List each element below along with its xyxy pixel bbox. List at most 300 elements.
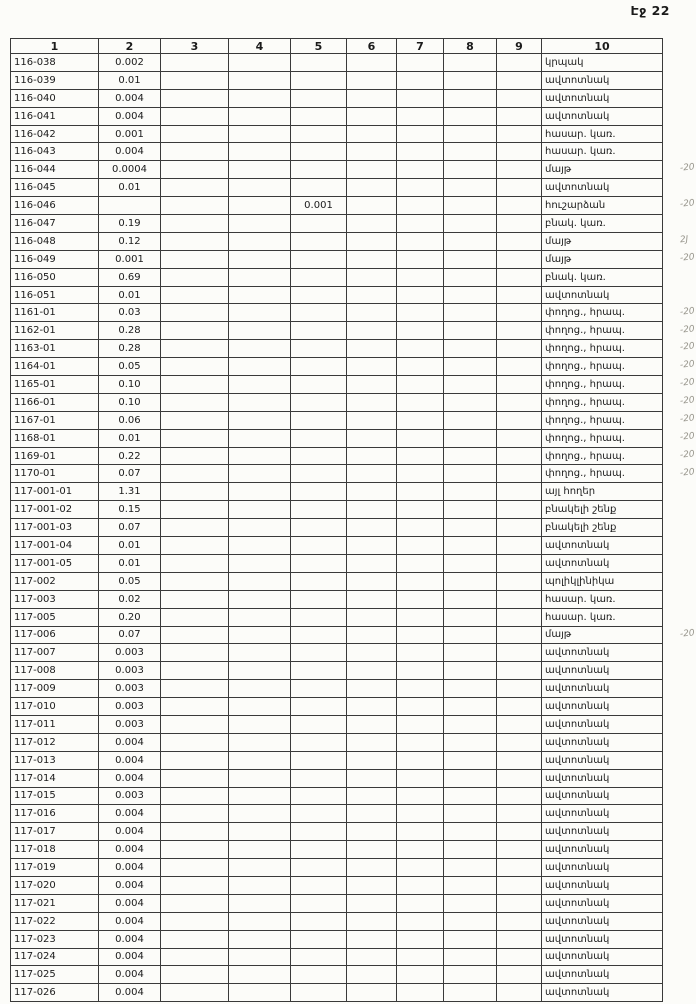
value-cell: 0.001 [291, 197, 347, 215]
value-cell [291, 984, 347, 1002]
land-use-cell: ավտոտնակ [542, 912, 663, 930]
table-row [11, 304, 663, 322]
code-cell: 116-049 [11, 250, 99, 268]
code-cell: 117-013 [11, 751, 99, 769]
code-cell: 1165-01 [11, 376, 99, 394]
value-cell [397, 250, 444, 268]
land-use-cell: ավտոտնակ [542, 286, 663, 304]
value-cell: 0.05 [99, 572, 161, 590]
land-use-cell: հասար. կառ. [542, 125, 663, 143]
value-cell [444, 197, 497, 215]
value-cell [291, 54, 347, 72]
table-row [11, 429, 663, 447]
value-cell: 0.15 [99, 501, 161, 519]
value-cell [161, 358, 229, 376]
code-cell: 116-038 [11, 54, 99, 72]
value-cell [397, 286, 444, 304]
value-cell [444, 447, 497, 465]
code-cell: 117-005 [11, 608, 99, 626]
value-cell [161, 71, 229, 89]
value-cell [161, 465, 229, 483]
value-cell [229, 197, 291, 215]
value-cell: 0.10 [99, 393, 161, 411]
value-cell: 0.004 [99, 107, 161, 125]
value-cell [347, 876, 397, 894]
value-cell [497, 787, 542, 805]
table-row [11, 805, 663, 823]
value-cell [397, 930, 444, 948]
land-use-cell: ավտոտնակ [542, 859, 663, 877]
code-cell: 117-006 [11, 626, 99, 644]
margin-note: -20 [679, 252, 696, 264]
table-row [11, 680, 663, 698]
value-cell [161, 805, 229, 823]
value-cell [397, 966, 444, 984]
value-cell [347, 322, 397, 340]
value-cell [497, 89, 542, 107]
value-cell [397, 626, 444, 644]
value-cell [497, 161, 542, 179]
value-cell [291, 966, 347, 984]
land-use-cell: փողոց., հրապ. [542, 358, 663, 376]
table-row [11, 626, 663, 644]
land-use-cell: հասար. կառ. [542, 590, 663, 608]
value-cell [347, 626, 397, 644]
table-row [11, 250, 663, 268]
value-cell [444, 429, 497, 447]
value-cell [291, 519, 347, 537]
value-cell [291, 912, 347, 930]
value-cell [291, 143, 347, 161]
value-cell [397, 590, 444, 608]
value-cell [229, 876, 291, 894]
land-use-cell: ավտոտնակ [542, 984, 663, 1002]
margin-note: -20 [679, 198, 696, 210]
table-row [11, 143, 663, 161]
value-cell: 0.01 [99, 286, 161, 304]
value-cell [291, 376, 347, 394]
value-cell [291, 751, 347, 769]
value-cell [229, 268, 291, 286]
value-cell [291, 125, 347, 143]
value-cell [397, 429, 444, 447]
value-cell: 0.004 [99, 912, 161, 930]
value-cell [397, 608, 444, 626]
value-cell [347, 966, 397, 984]
value-cell [161, 483, 229, 501]
value-cell [229, 608, 291, 626]
value-cell [397, 393, 444, 411]
value-cell [497, 715, 542, 733]
value-cell: 0.004 [99, 930, 161, 948]
table-row [11, 376, 663, 394]
value-cell [444, 876, 497, 894]
value-cell [291, 805, 347, 823]
table-row [11, 215, 663, 233]
land-use-cell: փողոց., հրապ. [542, 340, 663, 358]
table-row [11, 608, 663, 626]
value-cell [444, 54, 497, 72]
value-cell [347, 680, 397, 698]
table-row [11, 554, 663, 572]
table-row [11, 894, 663, 912]
value-cell [397, 572, 444, 590]
value-cell [397, 751, 444, 769]
value-cell: 0.01 [99, 71, 161, 89]
value-cell [397, 54, 444, 72]
value-cell [497, 805, 542, 823]
table-row [11, 161, 663, 179]
code-cell: 1161-01 [11, 304, 99, 322]
value-cell [347, 429, 397, 447]
value-cell: 0.22 [99, 447, 161, 465]
value-cell [497, 429, 542, 447]
value-cell [347, 393, 397, 411]
value-cell [397, 787, 444, 805]
value-cell [291, 215, 347, 233]
value-cell [229, 358, 291, 376]
value-cell [497, 340, 542, 358]
value-cell: 0.0004 [99, 161, 161, 179]
code-cell: 117-010 [11, 698, 99, 716]
land-use-cell: ավտոտնակ [542, 876, 663, 894]
value-cell [229, 393, 291, 411]
value-cell [397, 465, 444, 483]
land-use-cell: հասար. կառ. [542, 143, 663, 161]
land-use-cell: ավտոտնակ [542, 787, 663, 805]
value-cell [161, 930, 229, 948]
value-cell [497, 859, 542, 877]
value-cell [229, 250, 291, 268]
value-cell [444, 107, 497, 125]
value-cell [397, 876, 444, 894]
land-use-cell: ավտոտնակ [542, 554, 663, 572]
value-cell [347, 54, 397, 72]
value-cell [397, 948, 444, 966]
value-cell [444, 340, 497, 358]
value-cell [291, 411, 347, 429]
value-cell [444, 250, 497, 268]
value-cell: 0.01 [99, 554, 161, 572]
table-row [11, 268, 663, 286]
value-cell [497, 948, 542, 966]
value-cell [291, 715, 347, 733]
value-cell [397, 662, 444, 680]
value-cell [497, 984, 542, 1002]
land-use-cell: այլ հողեր [542, 483, 663, 501]
value-cell [161, 179, 229, 197]
table-body [11, 54, 663, 1002]
value-cell [497, 54, 542, 72]
table-row [11, 733, 663, 751]
value-cell [229, 715, 291, 733]
value-cell [229, 89, 291, 107]
value-cell [444, 358, 497, 376]
value-cell [397, 733, 444, 751]
value-cell [291, 483, 347, 501]
value-cell [444, 805, 497, 823]
value-cell [347, 698, 397, 716]
value-cell [161, 966, 229, 984]
value-cell [161, 89, 229, 107]
value-cell [347, 161, 397, 179]
value-cell [497, 286, 542, 304]
value-cell: 0.01 [99, 429, 161, 447]
land-use-cell: ավտոտնակ [542, 805, 663, 823]
column-header: 8 [444, 39, 497, 54]
value-cell [347, 912, 397, 930]
value-cell [444, 966, 497, 984]
value-cell: 0.01 [99, 537, 161, 555]
code-cell: 116-044 [11, 161, 99, 179]
value-cell [397, 107, 444, 125]
code-cell: 117-003 [11, 590, 99, 608]
value-cell [497, 215, 542, 233]
value-cell [444, 680, 497, 698]
code-cell: 117-001-03 [11, 519, 99, 537]
column-header: 6 [347, 39, 397, 54]
value-cell [444, 125, 497, 143]
value-cell: 0.002 [99, 54, 161, 72]
value-cell [99, 197, 161, 215]
column-header: 3 [161, 39, 229, 54]
value-cell [497, 125, 542, 143]
table-row [11, 358, 663, 376]
land-use-cell: ավտոտնակ [542, 769, 663, 787]
value-cell [497, 698, 542, 716]
value-cell [347, 662, 397, 680]
margin-note: -20 [679, 466, 696, 479]
value-cell [444, 304, 497, 322]
value-cell [161, 447, 229, 465]
code-cell: 117-017 [11, 823, 99, 841]
value-cell [444, 715, 497, 733]
table-row [11, 769, 663, 787]
value-cell [161, 554, 229, 572]
value-cell: 0.01 [99, 179, 161, 197]
value-cell [161, 751, 229, 769]
value-cell: 0.003 [99, 644, 161, 662]
table-row [11, 411, 663, 429]
value-cell: 0.20 [99, 608, 161, 626]
value-cell [444, 787, 497, 805]
value-cell: 0.004 [99, 948, 161, 966]
value-cell [444, 501, 497, 519]
header-row [11, 39, 663, 54]
value-cell [397, 841, 444, 859]
value-cell [444, 751, 497, 769]
code-cell: 1169-01 [11, 447, 99, 465]
value-cell [444, 912, 497, 930]
value-cell [229, 286, 291, 304]
value-cell [347, 232, 397, 250]
table-row [11, 751, 663, 769]
code-cell: 117-001-02 [11, 501, 99, 519]
value-cell [291, 841, 347, 859]
value-cell [229, 54, 291, 72]
value-cell [497, 447, 542, 465]
value-cell [161, 662, 229, 680]
land-use-cell: կրպակ [542, 54, 663, 72]
value-cell [397, 715, 444, 733]
land-use-cell: ավտոտնակ [542, 751, 663, 769]
value-cell [397, 125, 444, 143]
value-cell [397, 215, 444, 233]
table-row [11, 501, 663, 519]
value-cell [497, 465, 542, 483]
value-cell [229, 465, 291, 483]
value-cell [444, 590, 497, 608]
value-cell [397, 984, 444, 1002]
land-use-cell: ավտոտնակ [542, 662, 663, 680]
value-cell [229, 304, 291, 322]
value-cell [497, 197, 542, 215]
value-cell: 0.003 [99, 662, 161, 680]
value-cell [497, 322, 542, 340]
code-cell: 117-008 [11, 662, 99, 680]
code-cell: 117-016 [11, 805, 99, 823]
value-cell [347, 823, 397, 841]
value-cell [291, 894, 347, 912]
code-cell: 116-039 [11, 71, 99, 89]
value-cell [229, 590, 291, 608]
value-cell [347, 715, 397, 733]
value-cell [161, 376, 229, 394]
margin-note: -20 [679, 341, 696, 354]
land-use-cell: ավտոտնակ [542, 89, 663, 107]
value-cell [497, 912, 542, 930]
value-cell [497, 393, 542, 411]
column-header: 1 [11, 39, 99, 54]
value-cell: 0.07 [99, 626, 161, 644]
value-cell [444, 268, 497, 286]
value-cell [347, 125, 397, 143]
value-cell [229, 984, 291, 1002]
value-cell [397, 859, 444, 877]
value-cell [161, 912, 229, 930]
value-cell [497, 626, 542, 644]
value-cell [347, 984, 397, 1002]
margin-note: -20 [679, 323, 696, 336]
margin-note: 2J [679, 234, 689, 246]
value-cell [397, 71, 444, 89]
value-cell [397, 197, 444, 215]
value-cell [291, 590, 347, 608]
value-cell [229, 411, 291, 429]
land-use-cell: փողոց., հրապ. [542, 393, 663, 411]
table-row [11, 71, 663, 89]
table-row [11, 662, 663, 680]
value-cell [497, 590, 542, 608]
value-cell [397, 447, 444, 465]
margin-note: -20 [679, 377, 696, 389]
code-cell: 117-009 [11, 680, 99, 698]
value-cell [397, 89, 444, 107]
value-cell [291, 465, 347, 483]
table-row [11, 966, 663, 984]
value-cell [497, 179, 542, 197]
value-cell [444, 71, 497, 89]
value-cell [291, 930, 347, 948]
table-row [11, 984, 663, 1002]
code-cell: 117-021 [11, 894, 99, 912]
value-cell [347, 376, 397, 394]
value-cell [229, 519, 291, 537]
value-cell [444, 930, 497, 948]
value-cell: 0.07 [99, 519, 161, 537]
table-row [11, 393, 663, 411]
code-cell: 117-012 [11, 733, 99, 751]
value-cell [444, 662, 497, 680]
value-cell [347, 358, 397, 376]
land-use-cell: փողոց., հրապ. [542, 304, 663, 322]
value-cell [229, 680, 291, 698]
land-use-cell: փողոց., հրապ. [542, 411, 663, 429]
value-cell [291, 268, 347, 286]
value-cell [347, 447, 397, 465]
value-cell [397, 179, 444, 197]
value-cell [229, 447, 291, 465]
value-cell [347, 894, 397, 912]
value-cell [291, 358, 347, 376]
value-cell [291, 787, 347, 805]
value-cell [347, 304, 397, 322]
value-cell [497, 841, 542, 859]
value-cell: 0.69 [99, 268, 161, 286]
value-cell [229, 626, 291, 644]
value-cell [397, 232, 444, 250]
land-use-cell: մայթ [542, 232, 663, 250]
value-cell [347, 143, 397, 161]
value-cell [291, 608, 347, 626]
value-cell [347, 268, 397, 286]
table-row [11, 322, 663, 340]
value-cell [497, 662, 542, 680]
value-cell [347, 948, 397, 966]
value-cell [497, 483, 542, 501]
value-cell: 0.004 [99, 984, 161, 1002]
value-cell [444, 769, 497, 787]
value-cell [397, 537, 444, 555]
value-cell [161, 286, 229, 304]
column-header: 4 [229, 39, 291, 54]
value-cell [161, 859, 229, 877]
land-use-cell: փողոց., հրապ. [542, 447, 663, 465]
value-cell [444, 286, 497, 304]
page-number-label: Էջ 22 [630, 3, 670, 18]
value-cell [497, 751, 542, 769]
table-row [11, 912, 663, 930]
value-cell [497, 519, 542, 537]
value-cell [347, 483, 397, 501]
table-row [11, 572, 663, 590]
table-row [11, 286, 663, 304]
value-cell [497, 608, 542, 626]
value-cell [444, 644, 497, 662]
value-cell: 0.004 [99, 894, 161, 912]
value-cell [161, 608, 229, 626]
value-cell [161, 644, 229, 662]
value-cell [444, 984, 497, 1002]
value-cell [161, 197, 229, 215]
value-cell [397, 769, 444, 787]
value-cell [291, 644, 347, 662]
value-cell [161, 698, 229, 716]
code-cell: 1168-01 [11, 429, 99, 447]
value-cell [347, 841, 397, 859]
code-cell: 1167-01 [11, 411, 99, 429]
value-cell [497, 733, 542, 751]
